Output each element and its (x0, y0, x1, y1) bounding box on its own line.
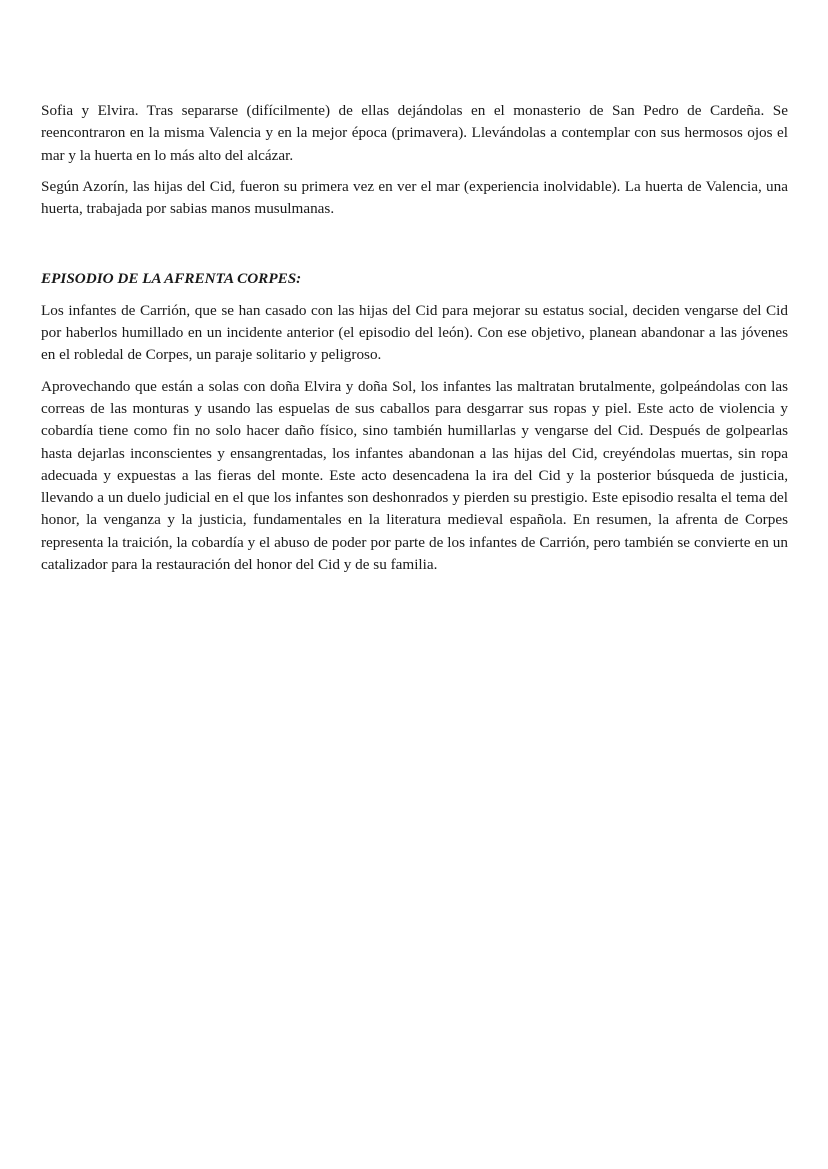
section-paragraph-2: Aprovechando que están a solas con doña Elvira y doña Sol, los infantes las maltratan brutalmente, golpeándolas con las correas de las monturas y usando las espuelas de sus caballos para desgarrar sus ropas y piel. Este acto de violencia y cobardía tiene como fin no solo hacer daño físico, sino también humillarlas y vengarse del Cid. Después de golpearlas hasta dejarlas inconscientes y ensangrentadas, los infantes abandonan a las hijas del Cid, creyéndolas muertas, sin ropa adecuada y expuestas a las fieras del monte. Este acto desencadena la ira del Cid y la posterior búsqueda de justicia, llevando a un duelo judicial en el que los infantes son deshonrados y pierden su prestigio. Este episodio resalta el tema del honor, la venganza y la justicia, fundamentales en la literatura medieval española. En resumen, la afrenta de Corpes representa la traición, la cobardía y el abuso de poder por parte de los infantes de Carrión, pero también se convierte en un catalizador para la restauración del honor del Cid y de su familia. (41, 377, 788, 574)
section-paragraph-1: Los infantes de Carrión, que se han casado con las hijas del Cid para mejorar su estatus social, deciden vengarse del Cid por haberlos humillado en un incidente anterior (el episodio del león). Con ese objetivo, planean abandonar a las jóvenes en el robledal de Corpes, un paraje solitario y peligroso. (41, 301, 788, 364)
section-heading: EPISODIO DE LA AFRENTA CORPES: (41, 270, 302, 288)
intro-paragraph-2: Según Azorín, las hijas del Cid, fueron su primera vez en ver el mar (experiencia inolvidable). La huerta de Valencia, una huerta, trabajada por sabias manos musulmanas. (41, 177, 788, 218)
document-body (41, 100, 788, 585)
intro-paragraph-1: Sofia y Elvira. Tras separarse (difícilmente) de ellas dejándolas en el monasterio de San Pedro de Cardeña. Se reencontraron en la misma Valencia y en la mejor época (primavera). Llevándolas a contemplar con sus hermosos ojos el mar y la huerta en lo más alto del alcázar. (41, 102, 788, 164)
